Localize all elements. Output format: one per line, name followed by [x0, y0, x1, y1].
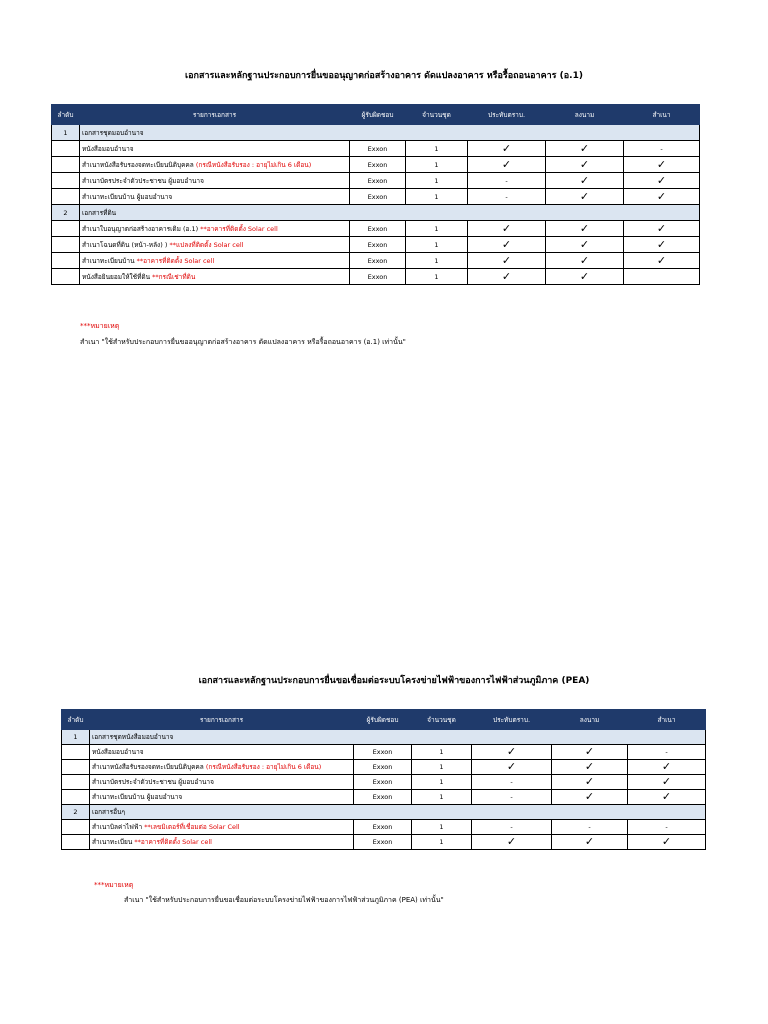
sign-cell-check-icon: ✓: [552, 790, 628, 805]
quantity-cell: 1: [406, 269, 468, 285]
quantity-cell: 1: [406, 141, 468, 157]
copy-cell-check-icon: ✓: [624, 237, 700, 253]
doc2-note-text: สำเนา "ใช้สำหรับประกอบการยื่นขอเชื่อมต่อระบบโครงข่ายไฟฟ้าของการไฟฟ้าส่วนภูมิภาค (PEA) เท่านั้น": [124, 896, 444, 904]
table-row: [52, 141, 700, 157]
quantity-cell: 1: [406, 189, 468, 205]
sign-cell-check-icon: ✓: [546, 157, 624, 173]
sign-cell: -: [552, 820, 628, 835]
doc1-table: [51, 104, 700, 285]
stamp-cell-check-icon: ✓: [468, 141, 546, 157]
owner-cell: Exxon: [350, 141, 406, 157]
sign-cell-check-icon: ✓: [552, 835, 628, 850]
copy-cell-check-icon: ✓: [624, 173, 700, 189]
document-name: สำเนาบัตรประจำตัวประชาชน ผู้มอบอำนาจ: [92, 778, 214, 786]
doc2-table: [61, 709, 706, 850]
doc2-title: เอกสารและหลักฐานประกอบการยื่นขอเชื่อมต่อระบบโครงข่ายไฟฟ้าของการไฟฟ้าส่วนภูมิภาค (PEA): [198, 676, 590, 686]
sign-cell-check-icon: ✓: [546, 189, 624, 205]
owner-cell: Exxon: [350, 253, 406, 269]
owner-cell: Exxon: [350, 221, 406, 237]
sign-cell-check-icon: ✓: [552, 775, 628, 790]
column-header: จำนวนชุด: [412, 710, 472, 730]
section-row: [62, 805, 706, 820]
copy-cell-check-icon: ✓: [624, 221, 700, 237]
stamp-cell-check-icon: ✓: [472, 745, 552, 760]
owner-cell: Exxon: [350, 157, 406, 173]
quantity-cell: 1: [406, 221, 468, 237]
row-number-cell: [52, 221, 80, 237]
owner-cell: Exxon: [354, 790, 412, 805]
row-number-cell: [62, 835, 90, 850]
column-header: จำนวนชุด: [406, 105, 468, 125]
column-header: ประทับตราบ.: [472, 710, 552, 730]
owner-cell: Exxon: [354, 775, 412, 790]
column-header: รายการเอกสาร: [90, 710, 354, 730]
document-note: (กรณีหนังสือรับรอง : อายุไม่เกิน 6 เดือน): [195, 160, 312, 169]
table-row: [52, 173, 700, 189]
column-header: ลงนาม: [552, 710, 628, 730]
document-item: [80, 253, 350, 269]
section-number: 1: [52, 125, 80, 141]
table-row: [52, 253, 700, 269]
section-label: เอกสารอื่นๆ: [90, 805, 706, 820]
section-number: 1: [62, 730, 90, 745]
document-item: [90, 820, 354, 835]
stamp-cell-check-icon: ✓: [468, 157, 546, 173]
owner-cell: Exxon: [354, 745, 412, 760]
quantity-cell: 1: [406, 173, 468, 189]
row-number-cell: [62, 775, 90, 790]
owner-cell: Exxon: [354, 835, 412, 850]
document-note: **แปลงที่ติดตั้ง Solar cell: [169, 240, 244, 249]
column-header: ผู้รับผิดชอบ: [350, 105, 406, 125]
owner-cell: Exxon: [350, 237, 406, 253]
table-row: [62, 790, 706, 805]
document-name: สำเนาหนังสือรับรองจดทะเบียนนิติบุคคล: [92, 763, 204, 771]
owner-cell: Exxon: [350, 173, 406, 189]
doc1-table-body: [52, 125, 700, 285]
row-number-cell: [62, 790, 90, 805]
document-item: [80, 237, 350, 253]
doc2-note-title: ***หมายเหตุ: [94, 881, 134, 889]
doc1-title: เอกสารและหลักฐานประกอบการยื่นขออนุญาตก่อสร้างอาคาร ดัดแปลงอาคาร หรือรื้อถอนอาคาร (อ.1): [185, 71, 583, 81]
row-number-cell: [62, 745, 90, 760]
copy-cell-check-icon: ✓: [628, 835, 706, 850]
document-item: [80, 189, 350, 205]
stamp-cell-check-icon: ✓: [472, 760, 552, 775]
section-number: 2: [62, 805, 90, 820]
section-label: เอกสารชุดมอบอำนาจ: [80, 125, 700, 141]
stamp-cell-check-icon: ✓: [468, 269, 546, 285]
row-number-cell: [52, 253, 80, 269]
section-number: 2: [52, 205, 80, 221]
row-number-cell: [52, 157, 80, 173]
document-name: สำเนาบัตรประจำตัวประชาชน ผู้มอบอำนาจ: [82, 176, 204, 185]
document-name: สำเนาโฉนดที่ดิน (หน้า-หลัง) ): [82, 240, 168, 249]
document-name: สำเนาบิลค่าไฟฟ้า: [92, 823, 143, 831]
sign-cell-check-icon: ✓: [546, 221, 624, 237]
quantity-cell: 1: [406, 157, 468, 173]
copy-cell: -: [628, 745, 706, 760]
stamp-cell-check-icon: ✓: [468, 253, 546, 269]
row-number-cell: [52, 237, 80, 253]
document-note: **เลขมิเตอร์ที่เชื่อมต่อ Solar Cell: [144, 823, 240, 831]
stamp-cell: -: [472, 775, 552, 790]
stamp-cell-check-icon: ✓: [468, 221, 546, 237]
column-header: รายการเอกสาร: [80, 105, 350, 125]
document-item: [90, 760, 354, 775]
column-header: ลงนาม: [546, 105, 624, 125]
quantity-cell: 1: [412, 745, 472, 760]
quantity-cell: 1: [412, 775, 472, 790]
table-row: [62, 835, 706, 850]
quantity-cell: 1: [412, 820, 472, 835]
row-number-cell: [52, 173, 80, 189]
section-row: [52, 125, 700, 141]
document-item: [80, 157, 350, 173]
copy-cell: -: [624, 141, 700, 157]
copy-cell-check-icon: ✓: [624, 189, 700, 205]
document-note: **อาคารที่ติดตั้ง Solar cell: [136, 256, 215, 265]
doc1-note-title: ***หมายเหตุ: [80, 322, 120, 330]
quantity-cell: 1: [412, 835, 472, 850]
stamp-cell: -: [472, 820, 552, 835]
table-row: [52, 237, 700, 253]
document-note: **อาคารที่ติดตั้ง Solar cell: [200, 224, 278, 233]
sign-cell-check-icon: ✓: [546, 173, 624, 189]
doc1-header-row: [52, 105, 700, 125]
stamp-cell: -: [468, 173, 546, 189]
document-item: [80, 141, 350, 157]
stamp-cell-check-icon: ✓: [472, 835, 552, 850]
table-row: [62, 820, 706, 835]
column-header: ลำดับ: [52, 105, 80, 125]
document-note: **อาคารที่ติดตั้ง Solar cell: [134, 838, 212, 846]
copy-cell-check-icon: ✓: [628, 790, 706, 805]
sign-cell-check-icon: ✓: [552, 760, 628, 775]
owner-cell: Exxon: [350, 189, 406, 205]
copy-cell-check-icon: ✓: [628, 775, 706, 790]
document-item: [90, 835, 354, 850]
section-row: [52, 205, 700, 221]
row-number-cell: [62, 820, 90, 835]
doc2-table-body: [62, 730, 706, 850]
document-item: [80, 173, 350, 189]
table-row: [52, 221, 700, 237]
quantity-cell: 1: [412, 790, 472, 805]
document-name: หนังสือยินยอมให้ใช้ที่ดิน: [82, 272, 151, 281]
stamp-cell-check-icon: ✓: [468, 237, 546, 253]
document-name: หนังสือมอบอำนาจ: [82, 144, 134, 153]
stamp-cell: -: [468, 189, 546, 205]
column-header: ลำดับ: [62, 710, 90, 730]
sign-cell-check-icon: ✓: [546, 269, 624, 285]
quantity-cell: 1: [406, 253, 468, 269]
document-name: สำเนาใบอนุญาตก่อสร้างอาคารเดิม (อ.1): [82, 224, 199, 233]
document-name: สำเนาทะเบียน: [92, 838, 133, 846]
column-header: สำเนา: [628, 710, 706, 730]
row-number-cell: [52, 141, 80, 157]
quantity-cell: 1: [406, 237, 468, 253]
section-row: [62, 730, 706, 745]
sign-cell-check-icon: ✓: [546, 237, 624, 253]
document-item: [90, 745, 354, 760]
row-number-cell: [52, 269, 80, 285]
table-row: [52, 269, 700, 285]
document-name: สำเนาทะเบียนบ้าน ผู้มอบอำนาจ: [92, 793, 183, 801]
document-name: สำเนาทะเบียนบ้าน: [82, 256, 135, 265]
row-number-cell: [52, 189, 80, 205]
copy-cell: -: [628, 820, 706, 835]
table-row: [62, 760, 706, 775]
document-item: [80, 221, 350, 237]
owner-cell: Exxon: [354, 760, 412, 775]
document-note: **กรณีเช่าที่ดิน: [152, 272, 196, 281]
copy-cell-check-icon: ✓: [624, 253, 700, 269]
sign-cell-check-icon: ✓: [546, 253, 624, 269]
stamp-cell: -: [472, 790, 552, 805]
owner-cell: Exxon: [350, 269, 406, 285]
document-item: [90, 775, 354, 790]
table-row: [62, 775, 706, 790]
document-name: สำเนาทะเบียนบ้าน ผู้มอบอำนาจ: [82, 192, 173, 201]
section-label: เอกสารชุดหนังสือมอบอำนาจ: [90, 730, 706, 745]
copy-cell: [624, 269, 700, 285]
copy-cell-check-icon: ✓: [628, 760, 706, 775]
table-row: [52, 189, 700, 205]
column-header: ผู้รับผิดชอบ: [354, 710, 412, 730]
row-number-cell: [62, 760, 90, 775]
copy-cell-check-icon: ✓: [624, 157, 700, 173]
document-note: (กรณีหนังสือรับรอง : อายุไม่เกิน 6 เดือน): [205, 763, 322, 771]
owner-cell: Exxon: [354, 820, 412, 835]
table-row: [62, 745, 706, 760]
sign-cell-check-icon: ✓: [546, 141, 624, 157]
column-header: สำเนา: [624, 105, 700, 125]
quantity-cell: 1: [412, 760, 472, 775]
doc1-note-text: สำเนา "ใช้สำหรับประกอบการยื่นขออนุญาตก่อสร้างอาคาร ดัดแปลงอาคาร หรือรื้อถอนอาคาร (อ.1) เท่านั้น": [80, 338, 406, 346]
sign-cell-check-icon: ✓: [552, 745, 628, 760]
section-label: เอกสารที่ดิน: [80, 205, 700, 221]
document-name: หนังสือมอบอำนาจ: [92, 748, 144, 756]
column-header: ประทับตราบ.: [468, 105, 546, 125]
table-row: [52, 157, 700, 173]
doc2-header-row: [62, 710, 706, 730]
document-item: [90, 790, 354, 805]
document-item: [80, 269, 350, 285]
document-name: สำเนาหนังสือรับรองจดทะเบียนนิติบุคคล: [82, 160, 194, 169]
